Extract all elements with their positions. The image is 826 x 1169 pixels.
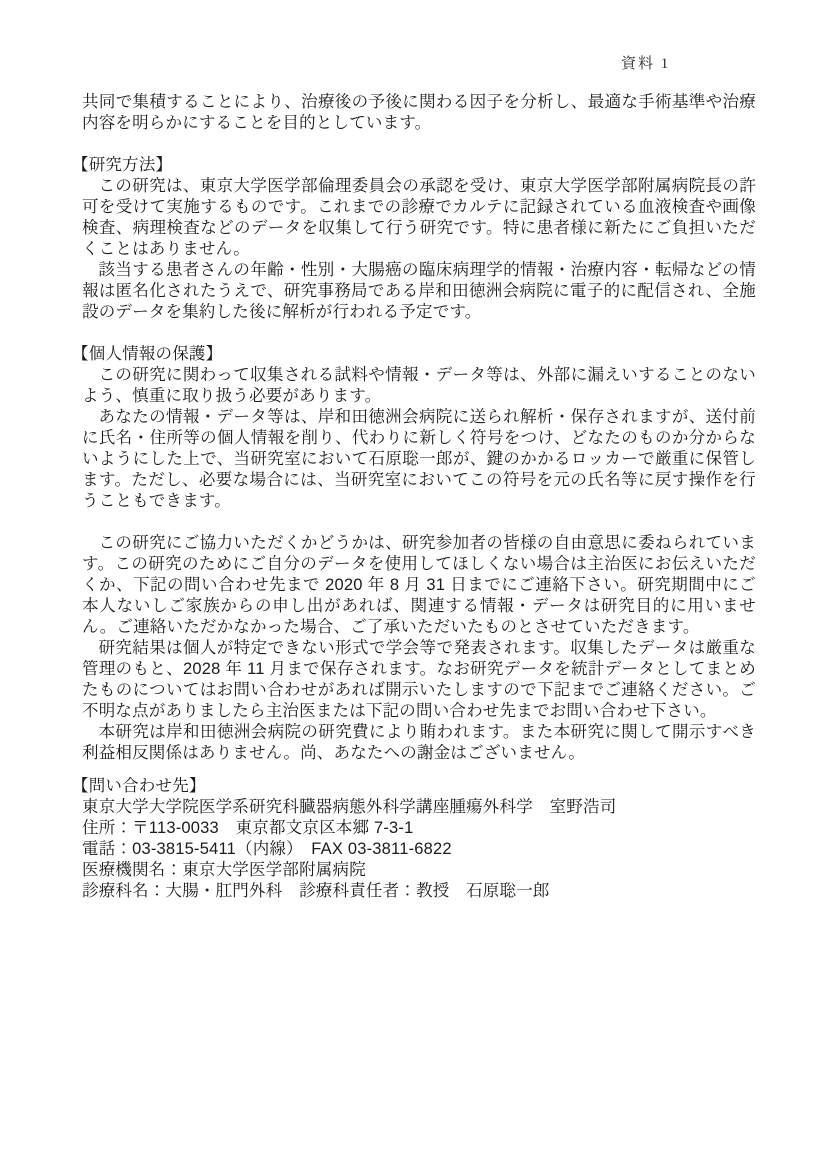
personal-info-paragraph: あなたの情報・データ等は、岸和田徳洲会病院に送られ解析・保存されますが、送付前に氏名・住所等の個人情報を削り、代わりに新しく符号をつけ、どなたのものか分からないようにした上で、当研究室において石原聡一郎が、鍵のかかるロッカーで厳重に保管します。ただし、必要な場合には、当研究室においてこの符号を元の氏名等に戻す操作を行うこともできます。 [82, 408, 756, 510]
section-heading-contact: 【問い合わせ先】 [72, 777, 206, 795]
funding-paragraph: 本研究は岸和田徳洲会病院の研究費により賄われます。また本研究に関して開示すべき利益相反関係はありません。尚、あなたへの謝金はございません。 [82, 723, 756, 762]
research-method-paragraph: この研究は、東京大学医学部倫理委員会の承認を受け、東京大学医学部附属病院長の許可を受けて実施するものです。これまでの診療でカルテに記録されている血液検査や画像検査、病理検査などのデータを収集して行う研究です。特に患者様に新たにご負担いただくことはありません。 [82, 177, 756, 258]
document-reference-label: 資料 1 [621, 56, 671, 72]
research-method-paragraph: 該当する患者さんの年齢・性別・大腸癌の臨床病理学的情報・治療内容・転帰などの情報は匿名化されたうえで、研究事務局である岸和田徳洲会病院に電子的に配信され、全施設のデータを集約した後に解析が行われる予定です。 [82, 261, 756, 321]
contact-phone-fax-line: 電話：03-3815-5411（内線） FAX 03-3811-6822 [82, 840, 452, 858]
contact-address-line: 住所：〒113-0033 東京都文京区本郷 7-3-1 [82, 819, 414, 837]
document-body [72, 92, 756, 902]
intro-paragraph: 共同で集積することにより、治療後の予後に関わる因子を分析し、最適な手術基準や治療内容を明らかにすることを目的としています。 [82, 93, 756, 132]
section-heading-personal-info-protection: 【個人情報の保護】 [72, 345, 223, 363]
section-heading-research-method: 【研究方法】 [72, 156, 173, 174]
contact-institution-line: 医療機関名：東京大学医学部附属病院 [82, 861, 366, 879]
personal-info-paragraph: この研究に関わって収集される試料や情報・データ等は、外部に漏えいすることのないよう、慎重に取り扱う必要があります。 [82, 366, 756, 405]
results-publication-paragraph: 研究結果は個人が特定できない形式で学会等で発表されます。収集したデータは厳重な管理のもと、2028 年 11 月まで保存されます。なお研究データを統計データとしてまとめたものについてはお問い合わせがあれば開示いたしますので下記までご連絡ください。ご不明な点がありましたら主治医または下記の問い合わせ先までお問い合わせ下さい。 [82, 639, 756, 720]
contact-organization-line: 東京大学大学院医学系研究科臓器病態外科学講座腫瘍外科学 室野浩司 [82, 798, 617, 816]
contact-department-line: 診療科名：大腸・肛門外科 診療科責任者：教授 石原聡一郎 [82, 882, 550, 900]
consent-paragraph: この研究にご協力いただくかどうかは、研究参加者の皆様の自由意思に委ねられています。この研究のためにご自分のデータを使用してほしくない場合は主治医にお伝えいただくか、下記の問い合わせ先まで 2020 年 8 月 31 日までにご連絡下さい。研究期間中にご本人ないしご家族からの申し出があれば、関連する情報・データは研究目的に用いません。ご連絡いただかなかった場合、ご了承いただいたものとさせていただきます。 [82, 534, 756, 636]
